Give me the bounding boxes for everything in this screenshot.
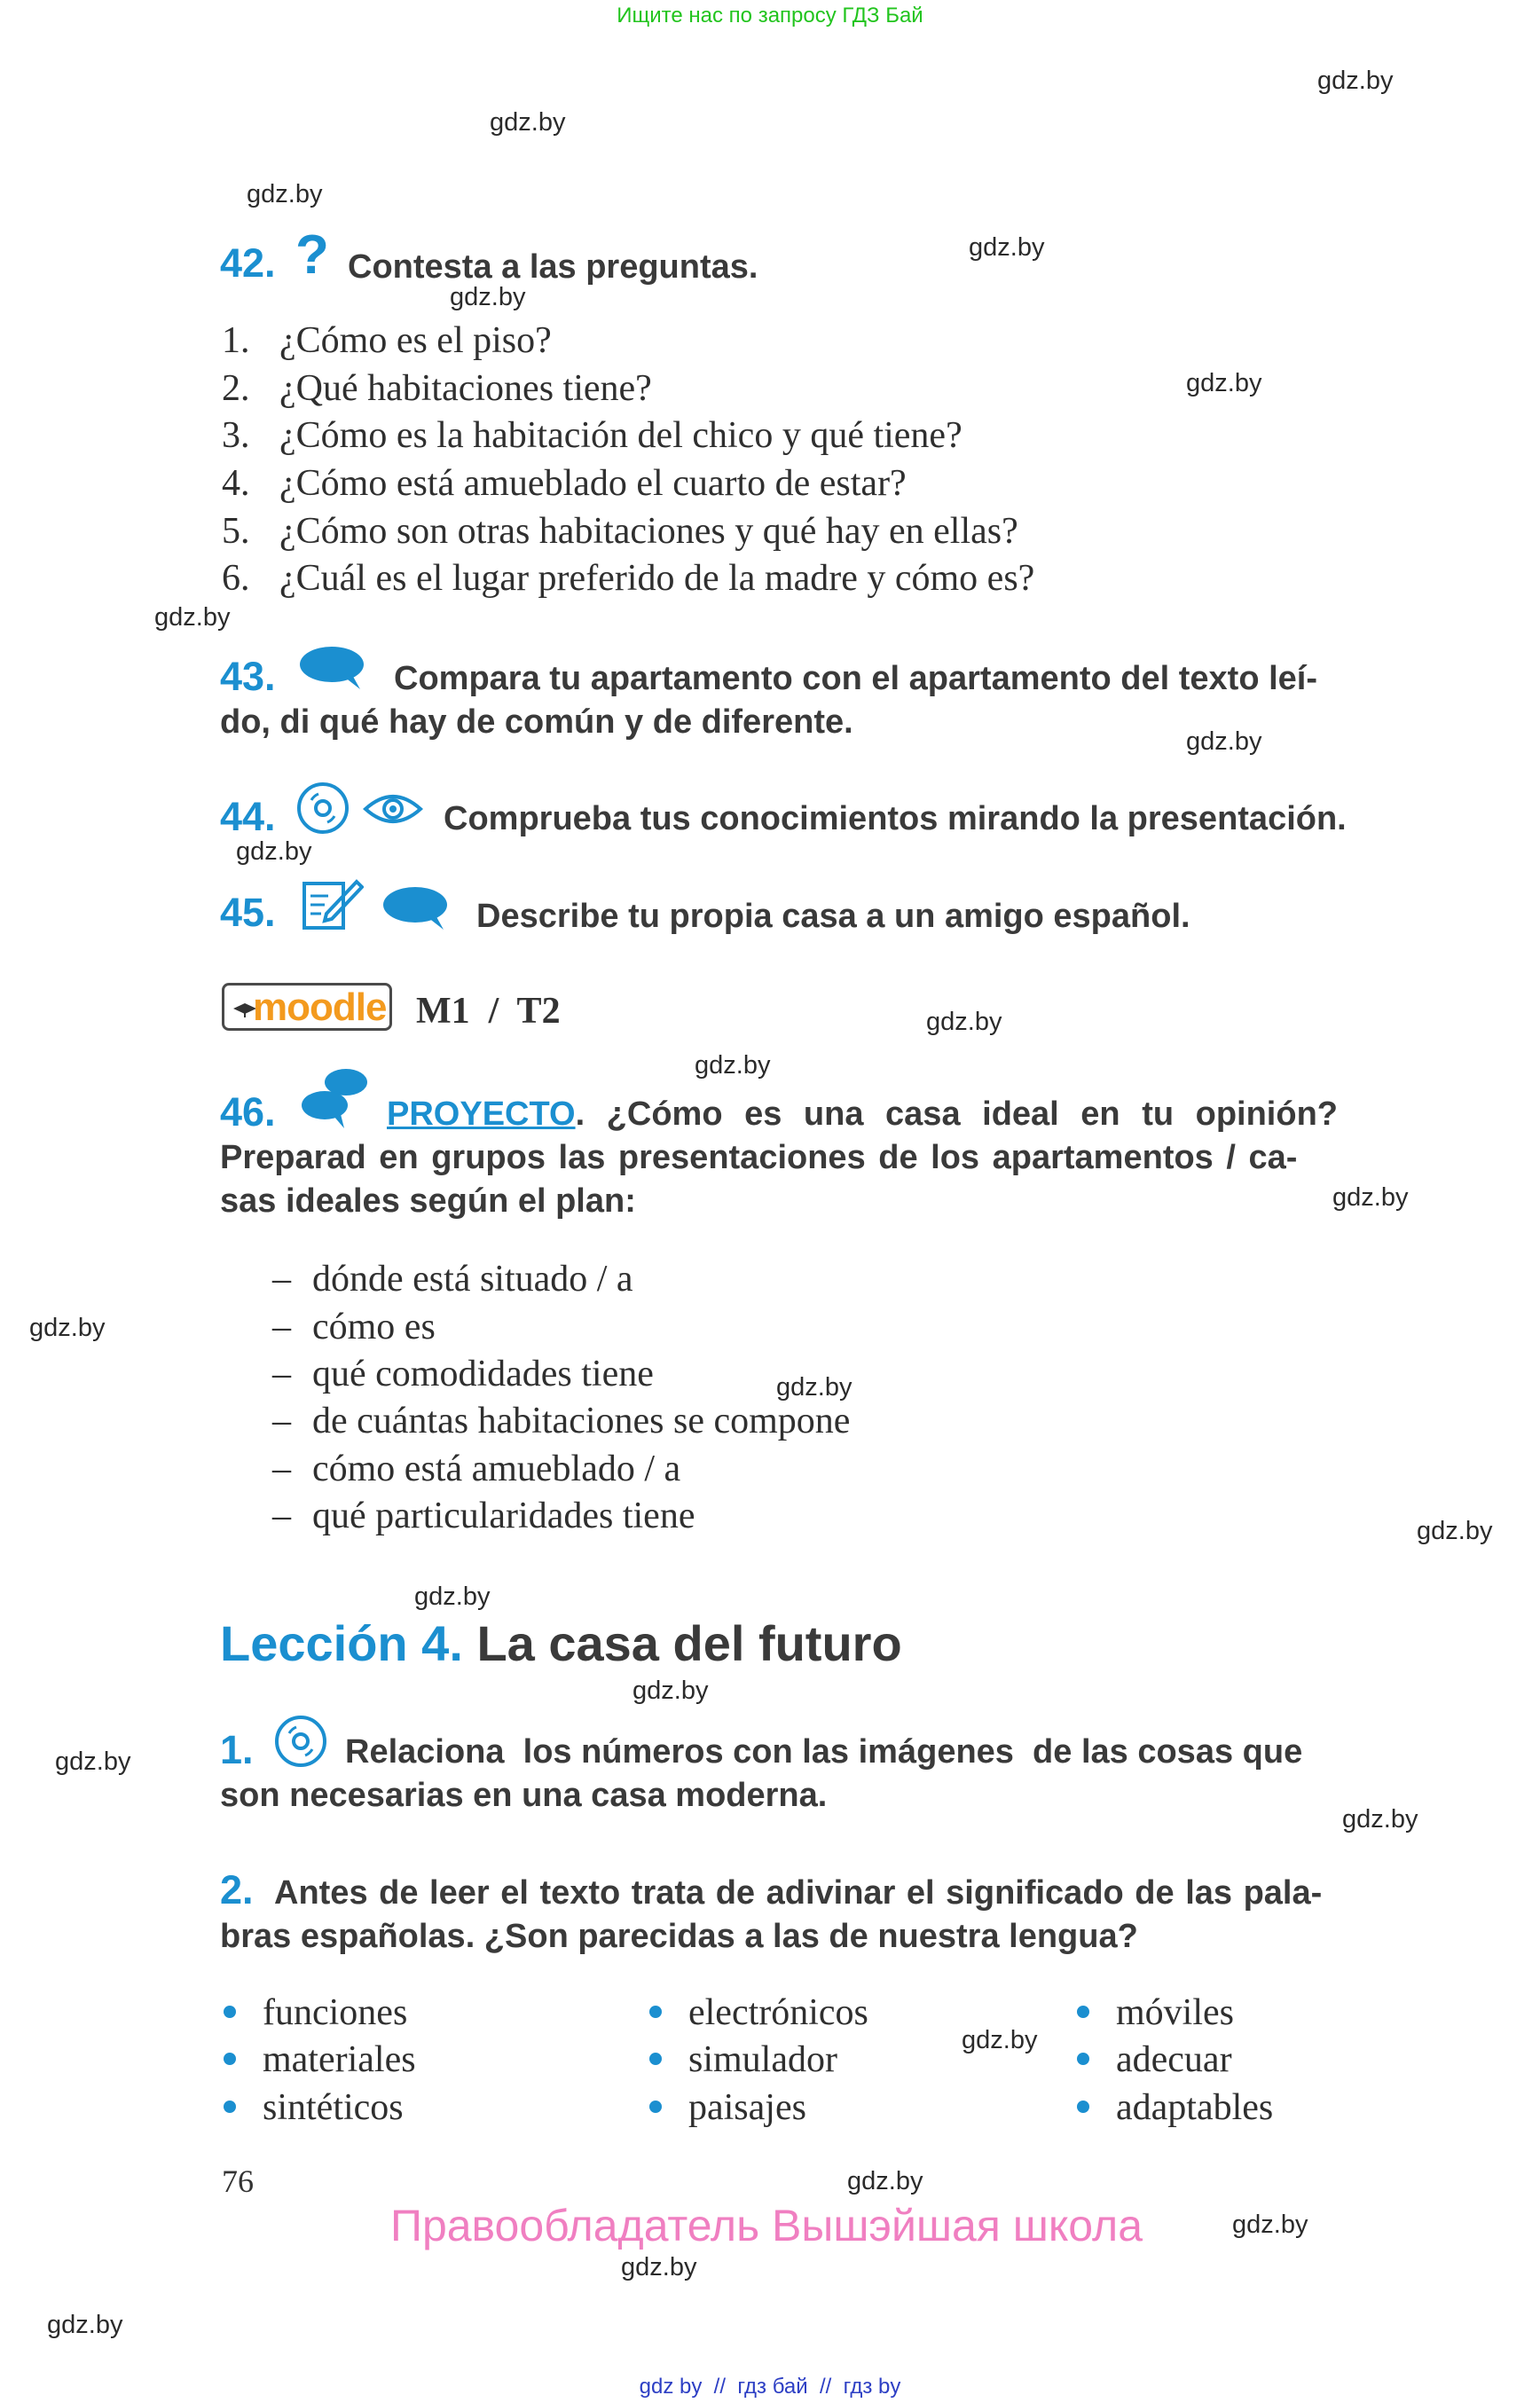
word-item: móviles [1077, 1991, 1234, 2034]
watermark: gdz.by [695, 1051, 771, 1080]
bullet-icon [1077, 2006, 1089, 2018]
watermark: gdz.by [1317, 67, 1394, 95]
word-item: simulador [649, 2038, 837, 2081]
rights-holder: Правообладатель Вышэйшая школа [390, 2201, 1143, 2250]
eye-icon [362, 789, 424, 828]
moodle-logo[interactable]: moodle [222, 983, 392, 1031]
watermark: gdz.by [1342, 1805, 1418, 1834]
exercise-number: 42. [220, 240, 276, 286]
bullet-icon [649, 2101, 662, 2113]
bullet-icon [1077, 2053, 1089, 2065]
question-item: 1. ¿Cómo es el piso? [222, 320, 552, 361]
bullet-icon [649, 2006, 662, 2018]
exercise-instruction: Antes de leer el texto trata de adivinar el significado de las pala- [274, 1874, 1323, 1912]
disc-icon [273, 1714, 328, 1769]
word-item: sintéticos [224, 2086, 404, 2129]
exercise-number: 43. [220, 654, 276, 699]
page-number: 76 [222, 2163, 254, 2199]
watermark: gdz.by [776, 1373, 852, 1402]
watermark: gdz.by [926, 1008, 1002, 1036]
watermark: gdz.by [29, 1314, 106, 1342]
speech-bubble-icon [298, 645, 367, 691]
bullet-icon [224, 2101, 236, 2113]
question-item: 4. ¿Cómo está amueblado el cuarto de estar? [222, 463, 907, 504]
bullet-icon [1077, 2101, 1089, 2113]
speech-bubble-icon [381, 885, 451, 931]
watermark: gdz.by [962, 2026, 1038, 2054]
word-item: funciones [224, 1991, 407, 2034]
dialogue-bubbles-icon [300, 1066, 369, 1130]
question-item: 6. ¿Cuál es el lugar preferido de la madre y cómo es? [222, 558, 1035, 599]
exercise-number: 45. [220, 890, 276, 935]
exercise-number: 2. [220, 1867, 254, 1912]
watermark: gdz.by [154, 603, 231, 632]
watermark: gdz.by [247, 180, 323, 208]
bullet-icon [224, 2006, 236, 2018]
lesson-heading [220, 1614, 902, 1672]
exercise-instruction: do, di qué hay de común y de diferente. [220, 703, 853, 741]
exercise-number: 1. [220, 1727, 254, 1772]
exercise-number: 44. [220, 794, 276, 839]
watermark: gdz.by [236, 837, 312, 866]
exercise-number: 46. [220, 1089, 276, 1135]
disc-icon [295, 781, 350, 836]
question-item: 2. ¿Qué habitaciones tiene? [222, 368, 652, 409]
watermark: gdz.by [1232, 2211, 1308, 2239]
exercise-instruction: sas ideales según el plan: [220, 1182, 636, 1220]
proyecto-link[interactable]: PROYECTO [387, 1095, 576, 1133]
watermark: gdz.by [47, 2311, 123, 2339]
question-mark-icon: ? [295, 224, 329, 286]
watermark: gdz.by [1186, 727, 1262, 756]
watermark: gdz.by [450, 283, 526, 311]
exercise-instruction: Compara tu apartamento con el apartamento del texto leí- [394, 660, 1317, 697]
watermark: gdz.by [1186, 369, 1262, 397]
watermark: gdz.by [621, 2253, 697, 2281]
exercise-instruction: son necesarias en una casa moderna. [220, 1777, 828, 1814]
watermark: gdz.by [969, 233, 1045, 262]
exercise-instruction: Comprueba tus conocimientos mirando la presentación. [444, 800, 1347, 837]
watermark: gdz.by [1417, 1517, 1493, 1545]
bullet-icon [224, 2053, 236, 2065]
watermark: gdz.by [847, 2167, 923, 2195]
exercise-instruction: Relaciona los números con las imágenes de las cosas que [345, 1733, 1303, 1771]
exercise-instruction: PROYECTO. ¿Cómo es una casa ideal en tu opinión? [387, 1095, 1339, 1133]
top-banner[interactable]: Ищите нас по запросу ГДЗ Бай [617, 4, 923, 27]
exercise-instruction: Contesta a las preguntas. [348, 248, 758, 286]
watermark: gdz.by [632, 1677, 709, 1705]
watermark: gdz.by [414, 1582, 491, 1611]
question-item: 3. ¿Cómo es la habitación del chico y qué tiene? [222, 415, 962, 456]
bullet-icon [649, 2053, 662, 2065]
watermark: gdz.by [490, 108, 566, 137]
question-item: 5. ¿Cómo son otras habitaciones y qué hay en ellas? [222, 511, 1018, 552]
exercise-instruction: bras españolas. ¿Son parecidas a las de nuestra lengua? [220, 1918, 1138, 1955]
word-item: electrónicos [649, 1991, 868, 2034]
exercise-instruction: Describe tu propia casa a un amigo español. [476, 898, 1190, 935]
watermark: gdz.by [1332, 1183, 1409, 1212]
word-item: materiales [224, 2038, 416, 2081]
word-item: adaptables [1077, 2086, 1273, 2129]
lesson-label: Lección 4. [220, 1615, 463, 1671]
lesson-title: La casa del futuro [476, 1615, 902, 1671]
notepad-pen-icon [302, 878, 364, 931]
exercise-instruction: Preparad en grupos las presentaciones de los apartamentos / ca- [220, 1139, 1298, 1176]
word-item: adecuar [1077, 2038, 1232, 2081]
moodle-reference: M1 / T2 [416, 991, 561, 1032]
footer-links[interactable]: gdz by // гдз бай // гдз by [639, 2375, 901, 2399]
watermark: gdz.by [55, 1747, 131, 1776]
word-item: paisajes [649, 2086, 806, 2129]
